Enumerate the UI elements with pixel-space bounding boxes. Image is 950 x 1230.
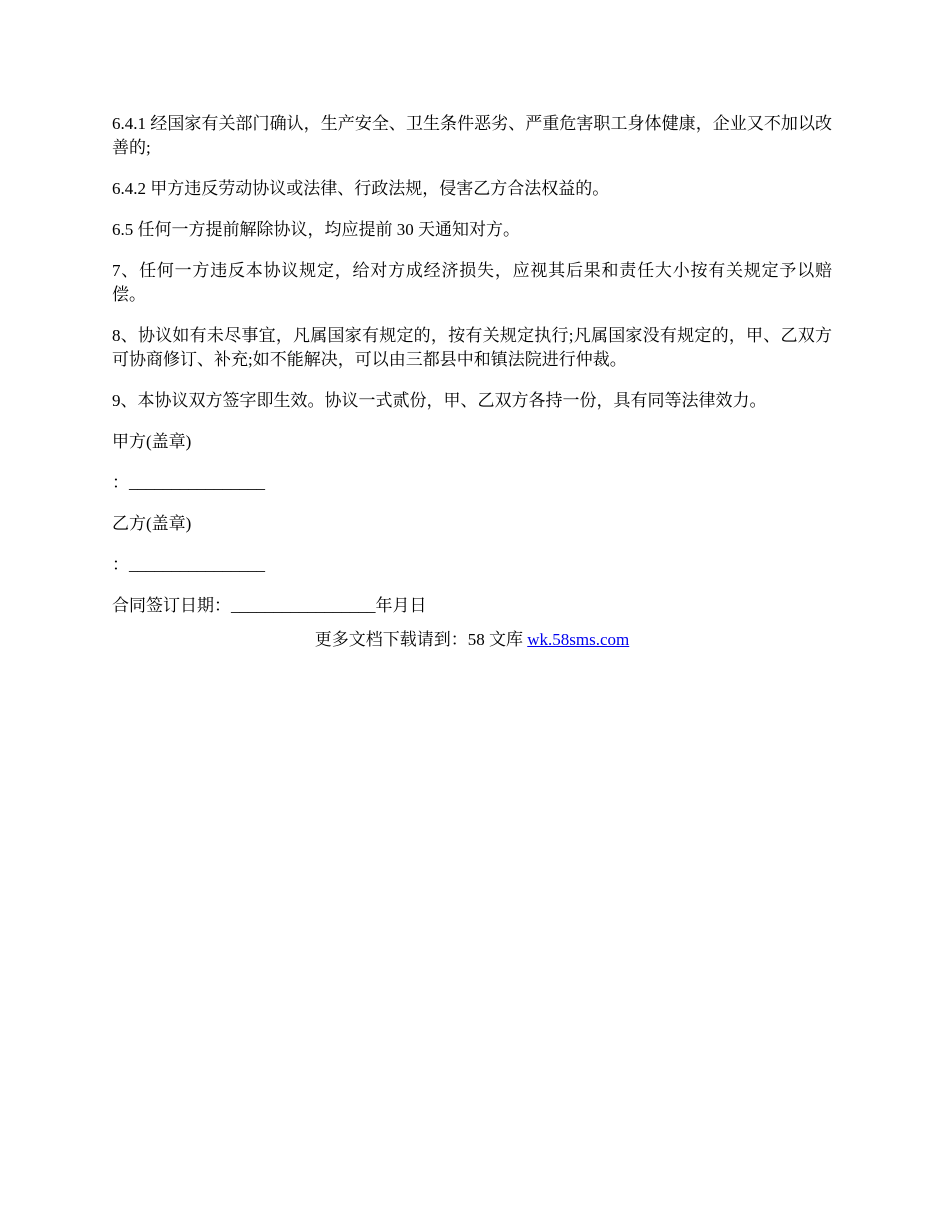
clause-9: 9、本协议双方签字即生效。协议一式贰份，甲、乙双方各持一份，具有同等法律效力。 xyxy=(112,391,767,410)
signing-date-line: 合同签订日期：_________________年月日 xyxy=(112,596,427,615)
clause-8: 8、协议如有未尽事宜，凡属国家有规定的，按有关规定执行;凡属国家没有规定的，甲、乙双方可协商修订、补充;如不能解决，可以由三都县中和镇法院进行仲裁。 xyxy=(112,326,832,369)
party-a-label: 甲方(盖章) xyxy=(112,432,192,451)
footer-link[interactable]: wk.58sms.com xyxy=(527,630,630,649)
clause-7: 7、任何一方违反本协议规定，给对方成经济损失，应视其后果和责任大小按有关规定予以赔偿。 xyxy=(112,261,832,304)
party-b-label: 乙方(盖章) xyxy=(112,514,192,533)
footer-text: 更多文档下载请到：58 文库 xyxy=(314,630,528,649)
document-page xyxy=(112,112,832,652)
party-a-signature-line: ：________________ xyxy=(112,473,265,492)
clause-6-4-2: 6.4.2 甲方违反劳动协议或法律、行政法规，侵害乙方合法权益的。 xyxy=(112,179,610,198)
clause-6-4-1: 6.4.1 经国家有关部门确认，生产安全、卫生条件恶劣、严重危害职工身体健康，企业又不加以改善的; xyxy=(112,114,832,157)
clause-6-5: 6.5 任何一方提前解除协议，均应提前 30 天通知对方。 xyxy=(112,220,520,239)
footer-note xyxy=(112,628,832,652)
party-b-signature-line: ：________________ xyxy=(112,555,265,574)
